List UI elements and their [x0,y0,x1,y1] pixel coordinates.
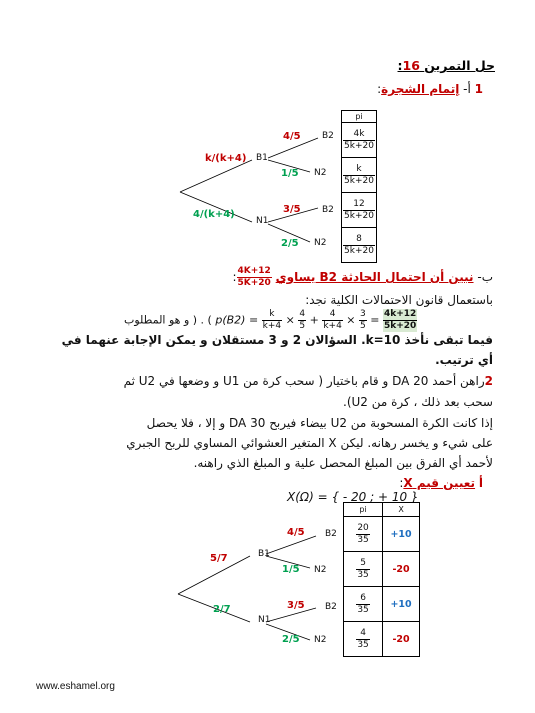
title-label: حل التمرين [424,58,495,73]
tree2-leaf-n2-b: N2 [314,635,327,645]
tree1-node-b1: B1 [256,153,268,163]
partb-title: نبين أن احتمال الحادثة B2 يساوي [275,270,474,284]
part2-badge: 2 [484,374,493,388]
title-colon: : [397,58,403,73]
tree1-n1-b2: 3/5 [283,204,301,215]
tree2-prob-3: $\frac{6}{35}$ [344,587,383,622]
tree1-prob-4: $\frac{8}{5k+20}$ [342,228,377,263]
part2-line-4: على شيء و يخسر رهانه. ليكن X المتغير العشوائي المساوي للربح الجبري [126,436,493,450]
formula-line: و هو المطلوب ) . ( p(B2) = $\frac{k}{k+4}$ × $\frac{4}{5}$ + $\frac{4}{k+4}$ × $\frac{3}{5}$ = $\frac{4k+12}{5k+20}$ [124,309,417,331]
tree2-leaf-n2-a: N2 [314,565,327,575]
tree1-b1-n2: 1/5 [281,168,299,179]
partb-heading [232,266,493,289]
formula-open: ( [207,313,212,327]
tree2-edge-b1-b2 [266,536,316,554]
tree2-prob-1: $\frac{20}{35}$ [344,517,383,552]
tree2-bottom-branch: 2/7 [213,604,231,615]
tree2-x-4: -20 [383,622,420,657]
tree1-leaf-b2-b: B2 [322,205,334,215]
formula-result: $\frac{4k+12}{5k+20}$ [383,309,417,331]
tree1-n1-n2: 2/5 [281,238,299,249]
part2-line-1: 2راهن أحمد 20 DA و قام باختيار ( سحب كرة من U1 و وضعها في U2 ثم [123,374,493,388]
tree2-leaf-b2-b: B2 [325,602,337,612]
tree1-edge-top [180,160,252,192]
part1-colon: : [377,82,382,96]
formula-suffix: و هو المطلوب ) . [124,313,205,327]
tree2-top-branch: 5/7 [210,553,228,564]
title-number: 16 [402,58,420,73]
part2a-badge: أ [478,476,483,490]
tree1-probability-table [341,110,377,263]
part1-badge: 1 [474,82,483,96]
part2-line-5: لأحمد أي الفرق بين المبلغ المحصل علية و المبلغ الذي راهنه. [193,456,493,470]
total-probability-line: باستعمال قانون الاحتمالات الكلية نجد: [305,293,493,307]
tree2-prob-2: $\frac{5}{35}$ [344,552,383,587]
tree1-leaf-b2-a: B2 [322,131,334,141]
partb-fraction: $\frac{4K+12}{5K+20}$ [237,266,271,288]
part2-line-3: إذا كانت الكرة المسحوبة من U2 بيضاء فيربح 30 DA و إلا ، فلا يحصل [146,416,493,430]
x-value-set: X(Ω) = { - 20 ; + 10 } [287,490,419,504]
tree1-node-n1: N1 [256,216,269,226]
partb-prefix: ب- [477,270,493,284]
part2a-colon: : [399,476,404,490]
tree2-x-2: -20 [383,552,420,587]
tree2-prob-4: $\frac{4}{35}$ [344,622,383,657]
order-line: أي ترتيب. [435,353,493,367]
tree1-b1-b2: 4/5 [283,131,301,142]
tree1-leaf-n2-a: N2 [314,168,327,178]
tree2-n1-b2: 3/5 [287,600,305,611]
exercise-title [0,58,495,73]
tree2-col-p: pi [344,503,383,517]
tree2-node-b1: B1 [258,549,270,559]
tree2-b1-n2: 1/5 [282,564,300,575]
tree1-table-header: pi [342,111,377,123]
part2a-heading [399,476,483,490]
part1-title: إتمام الشجرة [381,82,460,96]
part1-prefix: أ- [463,82,471,96]
tree2-x-3: +10 [383,587,420,622]
formula-lhs: p(B2) = [215,313,259,327]
tree1-bottom-branch: 4/(k+4) [193,209,235,220]
tree2-n1-n2: 2/5 [282,634,300,645]
tree2-b1-b2: 4/5 [287,527,305,538]
partb-colon: : [232,270,237,284]
tree1-prob-2: $\frac{k}{5k+20}$ [342,158,377,193]
part2a-title: تعيين قيم X [403,476,476,490]
k10-line: فيما تبقى نأخذ k=10. السؤالان 2 و 3 مستقلان و يمكن الإجابة عنهما في [61,333,493,347]
footer-url: www.eshamel.org [36,681,115,692]
tree1-leaf-n2-b: N2 [314,238,327,248]
tree1-prob-3: $\frac{12}{5k+20}$ [342,193,377,228]
tree2-col-x: X [383,503,420,517]
tree1-top-branch: k/(k+4) [205,153,247,164]
tree2-table [343,502,420,657]
part2-line-2: سحب بعد ذلك ، كرة من U2). [343,395,493,409]
part1-heading [377,82,483,96]
tree2-leaf-b2-a: B2 [325,529,337,539]
tree1-prob-1: $\frac{4k}{5k+20}$ [342,123,377,158]
tree2-node-n1: N1 [258,615,271,625]
tree2-x-1: +10 [383,517,420,552]
